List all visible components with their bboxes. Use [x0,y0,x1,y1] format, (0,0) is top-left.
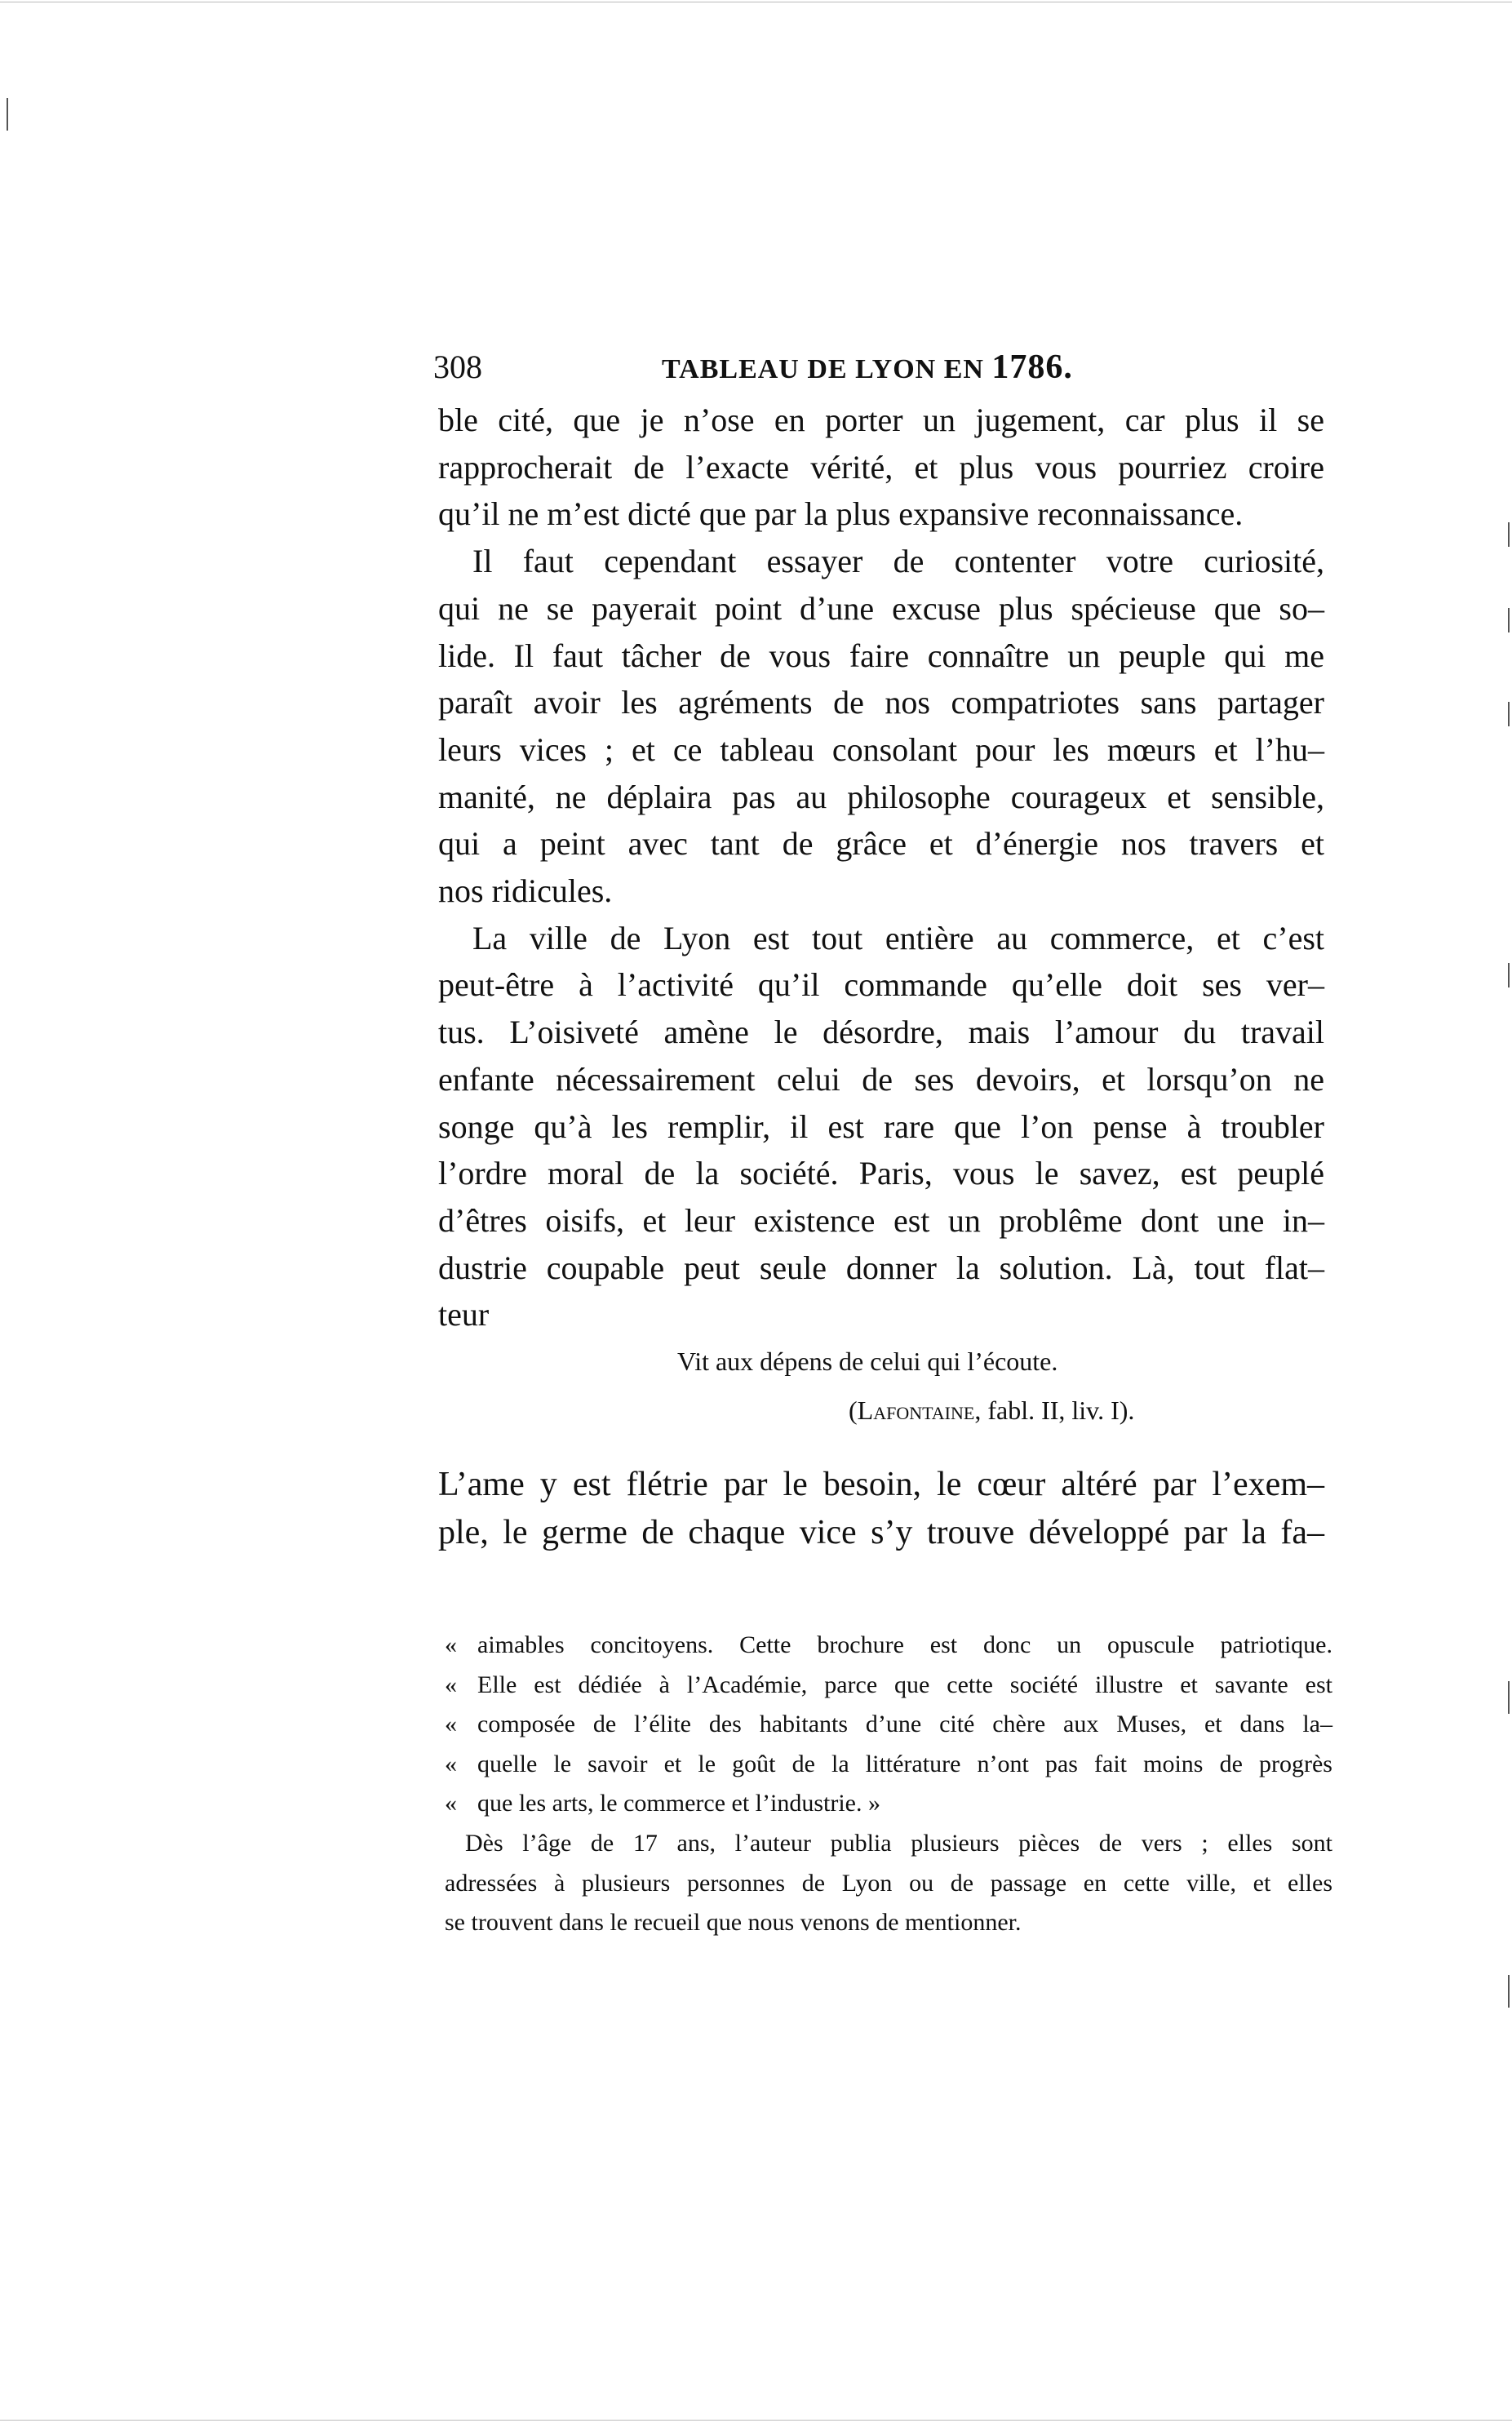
verse-citation [849,1396,1134,1426]
footnote-line: Dès l’âge de 17 ans, l’auteur publia plusieurs pièces de vers ; elles sont [465,1830,1332,1857]
verse-quote: Vit aux dépens de celui qui l’écoute. [677,1347,1058,1376]
page-number: 308 [433,348,482,385]
footnote-text: composée de l’élite des habitants d’une cité chère aux Muses, et dans la– [477,1711,1332,1738]
text-line: qu’il ne m’est dicté que par la plus expansive reconnaissance. [438,495,1244,533]
footnote-line: se trouvent dans le recueil que nous venons de mentionner. [445,1909,1022,1937]
text-line: dustrie coupable peut seule donner la solution. Là, tout flat– [438,1249,1324,1286]
running-title-year: 1786. [991,348,1073,386]
margin-mark [7,98,8,131]
text-line: peut-être à l’activité qu’il commande qu’elle doit ses ver– [438,966,1324,1004]
quote-mark: « [445,1750,457,1777]
footnote-text: quelle le savoir et le goût de la littérature n’ont pas fait moins de progrès [477,1750,1332,1777]
text-line: songe qu’à les remplir, il est rare que l’on pense à troubler [438,1107,1324,1145]
scan-bottom-edge [0,2420,1512,2421]
footnote-line [445,1710,1332,1739]
text-line: l’ordre moral de la société. Paris, vous le savez, est peuplé [438,1155,1324,1192]
footnote-text: Elle est dédiée à l’Académie, parce que cette société illustre et savante est [477,1671,1332,1698]
text-line: enfante nécessairement celui de ses devoirs, et lorsqu’on ne [438,1060,1324,1098]
citation-author: Lafontaine [857,1396,975,1425]
quote-mark: « [445,1790,457,1817]
text-line: qui ne se payerait point d’une excuse plus spécieuse que so– [438,589,1324,627]
quote-mark: « [445,1711,457,1738]
running-title [662,348,1073,389]
footnote-line: adressées à plusieurs personnes de Lyon ou de passage en cette ville, et elles [445,1869,1332,1897]
text-line: Il faut cependant essayer de contenter votre curiosité, [472,543,1324,580]
footnote-line [445,1631,1332,1660]
text-line: rapprocherait de l’exacte vérité, et plus vous pourriez croire [438,448,1324,486]
footnote-line [445,1789,1332,1818]
text-line: qui a peint avec tant de grâce et d’énergie nos travers et [438,825,1324,863]
text-line: d’êtres oisifs, et leur existence est un problême dont une in– [438,1201,1324,1239]
citation-open: ( [849,1396,858,1425]
text-line: ble cité, que je n’ose en porter un jugement, car plus il se [438,402,1324,438]
citation-rest: , fabl. II, liv. I). [974,1396,1135,1425]
text-line: La ville de Lyon est tout entière au commerce, et c’est [472,919,1324,956]
quote-mark: « [445,1631,457,1658]
footnote-text: que les arts, le commerce et l’industrie. » [477,1790,880,1817]
text-line: manité, ne déplaira pas au philosophe courageux et sensible, [438,778,1324,815]
margin-mark [1508,1681,1510,1714]
text-line: tus. L’oisiveté amène le désordre, mais l’amour du travail [438,1014,1324,1051]
footnote-line [445,1750,1332,1779]
text-line: ple, le germe de chaque vice s’y trouve développé par la fa– [438,1514,1324,1551]
margin-mark [1508,702,1510,726]
margin-mark [1508,963,1510,987]
text-line: L’ame y est flétrie par le besoin, le cœur altéré par l’exem– [438,1466,1324,1503]
quote-mark: « [445,1671,457,1698]
margin-mark [1508,522,1510,547]
text-line: leurs vices ; et ce tableau consolant pour les mœurs et l’hu– [438,730,1324,768]
text-line: nos ridicules. [438,872,613,909]
footnote-text: aimables concitoyens. Cette brochure est donc un opuscule patriotique. [477,1631,1332,1658]
footnote-line [445,1671,1332,1700]
text-line: paraît avoir les agréments de nos compatriotes sans partager [438,684,1324,721]
running-title-text: TABLEAU DE LYON EN [662,354,984,384]
text-line: lide. Il faut tâcher de vous faire connaître un peuple qui me [438,637,1324,674]
text-line: teur [438,1296,490,1334]
margin-mark [1508,1975,1510,2008]
margin-mark [1508,608,1510,632]
